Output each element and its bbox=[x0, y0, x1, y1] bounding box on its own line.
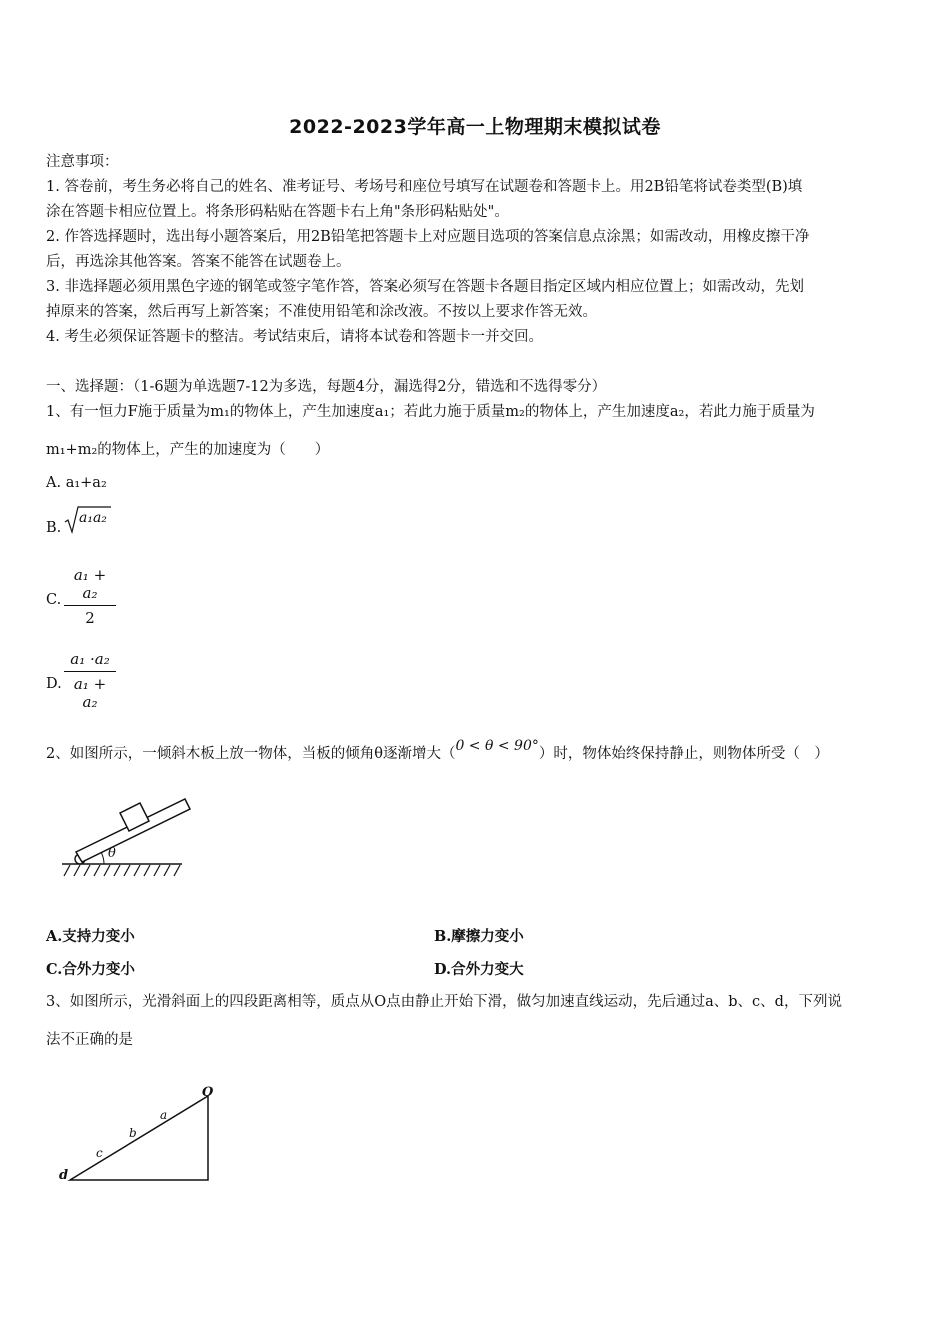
page-title: 2022-2023学年高一上物理期末模拟试卷 bbox=[289, 116, 661, 138]
fraction-bar bbox=[64, 605, 116, 606]
section-heading: 一、选择题：（1-6题为单选题7-12为多选，每题4分，漏选得2分，错选和不选得零分） bbox=[46, 379, 607, 395]
q1-option-c-label: C. bbox=[46, 592, 62, 608]
q2-option-a: A.支持力变小 bbox=[46, 928, 135, 945]
question-3-text: 法不正确的是 bbox=[46, 1032, 133, 1048]
question-3-text: 3、如图所示，光滑斜面上的四段距离相等，质点从O点由静止开始下滑，做匀加速直线运动，先后通过a、b、c、d，下列说 bbox=[46, 994, 842, 1010]
notice-item: 2. 作答选择题时，选出每小题答案后，用2B铅笔把答题卡上对应题目选项的答案信息点涂黑；如需改动，用橡皮擦干净 bbox=[46, 229, 810, 245]
point-d-label: d bbox=[59, 1168, 69, 1183]
fraction-bar bbox=[64, 671, 116, 672]
incline-board-figure bbox=[60, 792, 200, 888]
point-o-label: O bbox=[202, 1085, 214, 1100]
angle-theta-label: θ bbox=[108, 846, 116, 861]
q2-text-before: 2、如图所示，一倾斜木板上放一物体，当板的倾角θ逐渐增大（ bbox=[46, 746, 456, 762]
notice-heading: 注意事项： bbox=[46, 154, 119, 170]
incline-board-icon bbox=[60, 792, 200, 884]
fraction-numerator: a₁ + a₂ bbox=[73, 566, 107, 602]
notice-item: 3. 非选择题必须用黑色字迹的钢笔或签字笔作答，答案必须写在答题卡各题目指定区域内相应位置上；如需改动，先划 bbox=[46, 279, 804, 295]
q1-option-d-fraction bbox=[64, 650, 116, 711]
sqrt-expression: a₁a₂ bbox=[79, 510, 107, 526]
right-triangle-icon bbox=[56, 1082, 226, 1192]
q1-option-c-fraction bbox=[64, 566, 116, 627]
q2-condition: 0 < θ < 90° bbox=[455, 738, 539, 754]
notice-item: 涂在答题卡相应位置上。将条形码粘贴在答题卡右上角"条形码粘贴处"。 bbox=[46, 204, 509, 220]
notice-item: 后，再选涂其他答案。答案不能答在试题卷上。 bbox=[46, 254, 351, 270]
q1-option-b-label: B. bbox=[46, 520, 62, 536]
fraction-numerator: a₁ ·a₂ bbox=[70, 650, 110, 668]
point-a-label: a bbox=[160, 1108, 168, 1122]
notice-item: 掉原来的答案，然后再写上新答案；不准使用铅笔和涂改液。不按以上要求作答无效。 bbox=[46, 304, 597, 320]
point-b-label: b bbox=[129, 1126, 137, 1140]
incline-plane-figure bbox=[56, 1082, 226, 1196]
fraction-denominator: a₁ + a₂ bbox=[73, 675, 107, 711]
fraction-denominator: 2 bbox=[85, 609, 95, 627]
question-1-text: 1、有一恒力F施于质量为m₁的物体上，产生加速度a₁；若此力施于质量m₂的物体上，产生加速度a₂，若此力施于质量为 bbox=[46, 404, 815, 420]
q2-option-b: B.摩擦力变小 bbox=[434, 928, 524, 945]
question-1-text: m₁+m₂的物体上，产生的加速度为（ ） bbox=[46, 442, 330, 458]
q2-option-c: C.合外力变小 bbox=[46, 961, 135, 978]
notice-item: 4. 考生必须保证答题卡的整洁。考试结束后，请将本试卷和答题卡一并交回。 bbox=[46, 329, 543, 345]
question-2-text bbox=[46, 738, 829, 764]
point-c-label: c bbox=[96, 1146, 103, 1160]
q2-text-after: ）时，物体始终保持静止，则物体所受（ ） bbox=[538, 746, 829, 762]
q1-option-d-label: D. bbox=[46, 676, 62, 692]
q1-option-a: A. a₁+a₂ bbox=[46, 475, 107, 491]
q2-option-d: D.合外力变大 bbox=[434, 961, 524, 978]
notice-item: 1. 答卷前，考生务必将自己的姓名、准考证号、考场号和座位号填写在试题卷和答题卡上。用2B铅笔将试卷类型(B)填 bbox=[46, 179, 803, 195]
q1-option-b-sqrt bbox=[64, 505, 112, 539]
